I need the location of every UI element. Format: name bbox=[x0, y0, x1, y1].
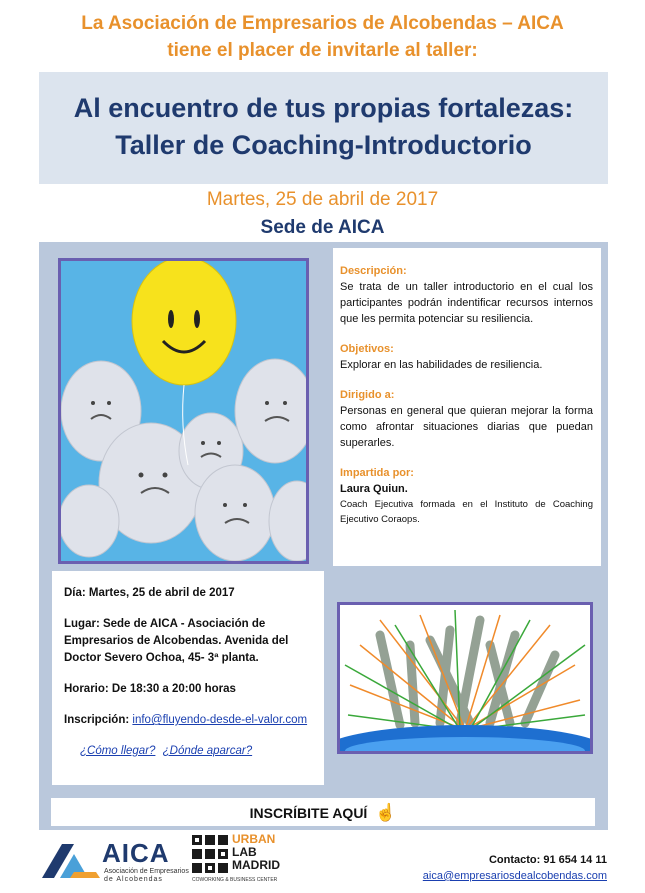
inscripcion-email-link[interactable]: info@fluyendo-desde-el-valor.com bbox=[132, 714, 308, 726]
objetivos-label: Objetivos: bbox=[340, 343, 394, 355]
urban-lab-line-1: URBAN bbox=[232, 832, 276, 846]
impartida-label: Impartida por: bbox=[340, 467, 414, 479]
descripcion-label: Descripción: bbox=[340, 265, 407, 277]
instructor-name: Laura Quiun. bbox=[340, 483, 408, 495]
footer-contact bbox=[423, 852, 607, 884]
header-line-1: La Asociación de Empresarios de Alcobendas – AICA bbox=[81, 13, 564, 34]
info-inscripcion bbox=[64, 712, 314, 729]
event-date: Martes, 25 de abril de 2017 bbox=[206, 189, 439, 210]
register-label: INSCRÍBITE AQUÍ bbox=[249, 805, 368, 821]
como-llegar-link[interactable]: ¿Cómo llegar? bbox=[80, 745, 156, 757]
title-line-2: Taller de Coaching-Introductorio bbox=[115, 130, 532, 160]
balloons-illustration bbox=[58, 258, 309, 564]
contact-email-link[interactable]: aica@empresariosdealcobendas.com bbox=[422, 870, 607, 882]
aica-logo-mark bbox=[40, 838, 104, 882]
urban-lab-logo bbox=[192, 833, 302, 889]
aica-logo-sub1: Asociación de Empresarios bbox=[104, 868, 189, 875]
objetivos-text: Explorar en las habilidades de resiliencia. bbox=[340, 359, 543, 371]
hand-pointer-icon: ☝ bbox=[375, 803, 397, 822]
balloons-image bbox=[61, 261, 306, 561]
aica-logo-text: AICA bbox=[102, 838, 170, 868]
event-info-box bbox=[52, 571, 324, 785]
descripcion-text: Se trata de un taller introductorio en el cual los participantes podrán indentificar recursos internos que les permita potenciar su resiliencia. bbox=[340, 281, 593, 325]
directions-links bbox=[64, 743, 314, 760]
venue-heading: Sede de AICA bbox=[260, 217, 385, 238]
grass-illustration bbox=[337, 602, 593, 754]
header-line-2: tiene el placer de invitarle al taller: bbox=[167, 40, 478, 61]
dirigido-label: Dirigido a: bbox=[340, 389, 395, 401]
urban-lab-tagline: COWORKING & BUSINESS CENTER bbox=[192, 877, 278, 883]
invitation-header bbox=[0, 10, 645, 64]
title-box bbox=[39, 72, 608, 184]
urban-lab-logo-mark bbox=[192, 835, 228, 875]
aica-logo bbox=[40, 838, 190, 886]
dirigido-text: Personas en general que quieran mejorar la forma como afrontar situaciones diarias que puedan superarles. bbox=[340, 405, 593, 449]
instructor-bio: Coach Ejecutiva formada en el Instituto de Coaching Ejecutivo Coraops. bbox=[340, 499, 593, 525]
urban-lab-line-3: MADRID bbox=[232, 858, 280, 872]
donde-aparcar-link[interactable]: ¿Dónde aparcar? bbox=[162, 745, 253, 757]
urban-lab-line-2: LAB bbox=[232, 845, 257, 859]
inscripcion-label: Inscripción: bbox=[64, 714, 130, 726]
info-dia: Día: Martes, 25 de abril de 2017 bbox=[64, 587, 235, 599]
info-lugar: Lugar: Sede de AICA - Asociación de Empresarios de Alcobendas. Avenida del Doctor Severo Ochoa, 45- 3ª planta. bbox=[64, 618, 289, 664]
register-button[interactable] bbox=[51, 798, 595, 826]
aica-logo-sub2: de Alcobendas bbox=[104, 876, 163, 883]
contact-phone: Contacto: 91 654 14 11 bbox=[488, 854, 607, 866]
title-line-1: Al encuentro de tus propias fortalezas: bbox=[73, 93, 574, 123]
info-horario: Horario: De 18:30 a 20:00 horas bbox=[64, 683, 236, 695]
grass-image bbox=[340, 605, 590, 751]
description-box bbox=[333, 248, 601, 566]
